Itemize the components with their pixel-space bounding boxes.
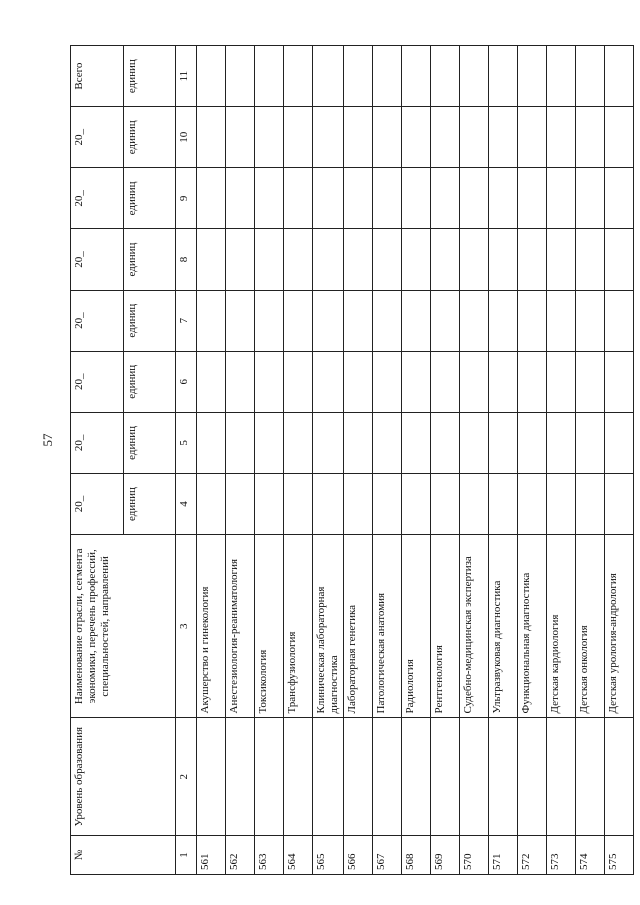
row-value-cell: [226, 107, 255, 168]
row-number: 569: [431, 835, 460, 874]
row-number: 571: [489, 835, 518, 874]
row-value-cell: [518, 412, 547, 473]
row-name: Детская урология-андрология: [605, 535, 634, 718]
header-year: 20_: [71, 168, 124, 229]
row-value-cell: [431, 229, 460, 290]
col-number: 1: [176, 835, 197, 874]
rotated-page-content: [70, 45, 630, 875]
row-value-cell: [197, 229, 226, 290]
row-value-cell: [489, 107, 518, 168]
table-row: [226, 46, 255, 875]
row-name: Трансфузиология: [284, 535, 313, 718]
row-value-cell: [284, 290, 313, 351]
header-year: 20_: [71, 229, 124, 290]
row-value-cell: [255, 46, 284, 107]
row-value-cell: [255, 168, 284, 229]
header-units: единиц: [123, 107, 176, 168]
table-row: [402, 46, 431, 875]
row-value-cell: [344, 46, 373, 107]
col-number: 8: [176, 229, 197, 290]
row-value-cell: [313, 412, 344, 473]
row-level: [518, 718, 547, 835]
row-number: 574: [576, 835, 605, 874]
column-number-row: [176, 46, 197, 875]
row-value-cell: [431, 473, 460, 534]
row-value-cell: [518, 351, 547, 412]
row-value-cell: [460, 107, 489, 168]
row-value-cell: [402, 107, 431, 168]
row-level: [197, 718, 226, 835]
row-level: [313, 718, 344, 835]
row-level: [284, 718, 313, 835]
table-row: [284, 46, 313, 875]
row-name: Анестезиология-реаниматология: [226, 535, 255, 718]
row-value-cell: [576, 168, 605, 229]
row-value-cell: [460, 290, 489, 351]
row-value-cell: [460, 168, 489, 229]
row-value-cell: [313, 229, 344, 290]
row-value-cell: [284, 229, 313, 290]
row-value-cell: [576, 46, 605, 107]
table-row: [576, 46, 605, 875]
row-value-cell: [605, 46, 634, 107]
header-total: Всего: [71, 46, 124, 107]
header-units: единиц: [123, 351, 176, 412]
col-number: 2: [176, 718, 197, 835]
row-value-cell: [226, 168, 255, 229]
row-value-cell: [576, 351, 605, 412]
row-level: [373, 718, 402, 835]
header-units: единиц: [123, 229, 176, 290]
row-value-cell: [402, 473, 431, 534]
row-value-cell: [547, 290, 576, 351]
row-value-cell: [402, 412, 431, 473]
row-name: Рентгенология: [431, 535, 460, 718]
header-units: единиц: [123, 412, 176, 473]
row-value-cell: [576, 290, 605, 351]
table-row: [255, 46, 284, 875]
row-number: 567: [373, 835, 402, 874]
col-number: 9: [176, 168, 197, 229]
header-no: №: [71, 835, 176, 874]
row-value-cell: [197, 290, 226, 351]
col-number: 5: [176, 412, 197, 473]
row-value-cell: [431, 168, 460, 229]
row-value-cell: [255, 412, 284, 473]
row-value-cell: [460, 229, 489, 290]
row-value-cell: [518, 473, 547, 534]
header-units: единиц: [123, 168, 176, 229]
row-value-cell: [518, 107, 547, 168]
col-number: 10: [176, 107, 197, 168]
row-value-cell: [344, 412, 373, 473]
row-value-cell: [344, 351, 373, 412]
row-name: Функциональная диагностика: [518, 535, 547, 718]
row-number: 562: [226, 835, 255, 874]
row-number: 565: [313, 835, 344, 874]
row-value-cell: [576, 412, 605, 473]
row-value-cell: [547, 229, 576, 290]
row-number: 568: [402, 835, 431, 874]
row-value-cell: [226, 229, 255, 290]
row-value-cell: [402, 168, 431, 229]
row-value-cell: [518, 168, 547, 229]
row-value-cell: [605, 351, 634, 412]
table-row: [313, 46, 344, 875]
row-value-cell: [547, 473, 576, 534]
row-value-cell: [373, 107, 402, 168]
row-value-cell: [197, 473, 226, 534]
row-value-cell: [313, 168, 344, 229]
row-level: [460, 718, 489, 835]
row-value-cell: [605, 229, 634, 290]
row-level: [344, 718, 373, 835]
row-value-cell: [373, 290, 402, 351]
table-body: [197, 46, 634, 875]
row-value-cell: [489, 229, 518, 290]
row-level: [402, 718, 431, 835]
row-value-cell: [344, 107, 373, 168]
row-value-cell: [344, 229, 373, 290]
page-number-text: 57: [40, 433, 55, 447]
row-number: 573: [547, 835, 576, 874]
row-value-cell: [431, 412, 460, 473]
row-value-cell: [226, 46, 255, 107]
row-value-cell: [373, 412, 402, 473]
row-number: 575: [605, 835, 634, 874]
row-name: Лабораторная генетика: [344, 535, 373, 718]
row-value-cell: [547, 412, 576, 473]
row-value-cell: [197, 351, 226, 412]
row-value-cell: [197, 412, 226, 473]
row-value-cell: [489, 46, 518, 107]
row-number: 566: [344, 835, 373, 874]
row-value-cell: [226, 290, 255, 351]
row-value-cell: [255, 107, 284, 168]
table-row: [373, 46, 402, 875]
header-units: единиц: [123, 473, 176, 534]
table-row: [460, 46, 489, 875]
row-value-cell: [489, 412, 518, 473]
row-name: Детская онкология: [576, 535, 605, 718]
row-value-cell: [402, 290, 431, 351]
row-value-cell: [344, 473, 373, 534]
col-number: 7: [176, 290, 197, 351]
row-value-cell: [489, 473, 518, 534]
row-name: Радиология: [402, 535, 431, 718]
row-name: Акушерство и гинекология: [197, 535, 226, 718]
row-value-cell: [373, 46, 402, 107]
table-row: [547, 46, 576, 875]
row-value-cell: [605, 107, 634, 168]
row-value-cell: [313, 473, 344, 534]
row-value-cell: [402, 229, 431, 290]
row-value-cell: [313, 107, 344, 168]
row-value-cell: [313, 351, 344, 412]
row-value-cell: [284, 351, 313, 412]
row-value-cell: [605, 168, 634, 229]
header-year: 20_: [71, 351, 124, 412]
row-name: Патологическая анатомия: [373, 535, 402, 718]
row-value-cell: [547, 168, 576, 229]
row-number: 564: [284, 835, 313, 874]
row-value-cell: [460, 473, 489, 534]
row-value-cell: [576, 473, 605, 534]
col-number: 11: [176, 46, 197, 107]
row-value-cell: [313, 46, 344, 107]
table-row: [489, 46, 518, 875]
row-level: [226, 718, 255, 835]
header-row-main: [71, 46, 124, 875]
data-table: [70, 45, 634, 875]
row-number: 563: [255, 835, 284, 874]
row-value-cell: [373, 168, 402, 229]
row-value-cell: [197, 107, 226, 168]
row-level: [489, 718, 518, 835]
row-value-cell: [460, 351, 489, 412]
row-value-cell: [518, 229, 547, 290]
row-name: Ультразвуковая диагностика: [489, 535, 518, 718]
row-value-cell: [431, 351, 460, 412]
table-row: [197, 46, 226, 875]
row-value-cell: [373, 351, 402, 412]
col-number: 3: [176, 535, 197, 718]
header-units: единиц: [123, 290, 176, 351]
table-row: [605, 46, 634, 875]
header-year: 20_: [71, 473, 124, 534]
row-value-cell: [344, 290, 373, 351]
row-value-cell: [284, 46, 313, 107]
col-number: 4: [176, 473, 197, 534]
row-value-cell: [518, 46, 547, 107]
row-value-cell: [489, 168, 518, 229]
row-name: Судебно-медицинская экспертиза: [460, 535, 489, 718]
row-level: [431, 718, 460, 835]
row-value-cell: [284, 412, 313, 473]
table-row: [431, 46, 460, 875]
row-value-cell: [284, 107, 313, 168]
row-value-cell: [576, 229, 605, 290]
row-number: 572: [518, 835, 547, 874]
row-value-cell: [197, 46, 226, 107]
row-value-cell: [547, 351, 576, 412]
page-number: [38, 420, 58, 460]
row-value-cell: [373, 473, 402, 534]
row-name: Детская кардиология: [547, 535, 576, 718]
row-value-cell: [226, 473, 255, 534]
row-value-cell: [226, 351, 255, 412]
row-level: [547, 718, 576, 835]
header-name: Наименование отрасли, сегмента экономики, перечень профессий, специальностей, направлений: [71, 535, 176, 718]
header-units: единиц: [123, 46, 176, 107]
row-level: [255, 718, 284, 835]
row-value-cell: [431, 290, 460, 351]
row-value-cell: [373, 229, 402, 290]
row-value-cell: [431, 107, 460, 168]
row-level: [605, 718, 634, 835]
row-level: [576, 718, 605, 835]
row-value-cell: [547, 46, 576, 107]
row-value-cell: [489, 290, 518, 351]
row-value-cell: [402, 46, 431, 107]
row-name: Токсикология: [255, 535, 284, 718]
row-value-cell: [547, 107, 576, 168]
row-value-cell: [255, 229, 284, 290]
row-value-cell: [255, 351, 284, 412]
row-value-cell: [197, 168, 226, 229]
row-value-cell: [226, 412, 255, 473]
row-value-cell: [605, 290, 634, 351]
row-name: Клиническая лабораторная диагностика: [313, 535, 344, 718]
row-value-cell: [518, 290, 547, 351]
row-value-cell: [313, 290, 344, 351]
col-number: 6: [176, 351, 197, 412]
row-value-cell: [489, 351, 518, 412]
row-value-cell: [460, 412, 489, 473]
row-value-cell: [255, 290, 284, 351]
header-year: 20_: [71, 412, 124, 473]
row-value-cell: [344, 168, 373, 229]
row-value-cell: [431, 46, 460, 107]
row-value-cell: [576, 107, 605, 168]
header-year: 20_: [71, 107, 124, 168]
row-value-cell: [605, 412, 634, 473]
header-level: Уровень образования: [71, 718, 176, 835]
row-value-cell: [402, 351, 431, 412]
row-value-cell: [284, 473, 313, 534]
row-value-cell: [460, 46, 489, 107]
table-row: [518, 46, 547, 875]
header-year: 20_: [71, 290, 124, 351]
row-number: 561: [197, 835, 226, 874]
row-value-cell: [255, 473, 284, 534]
row-number: 570: [460, 835, 489, 874]
table-row: [344, 46, 373, 875]
row-value-cell: [284, 168, 313, 229]
row-value-cell: [605, 473, 634, 534]
